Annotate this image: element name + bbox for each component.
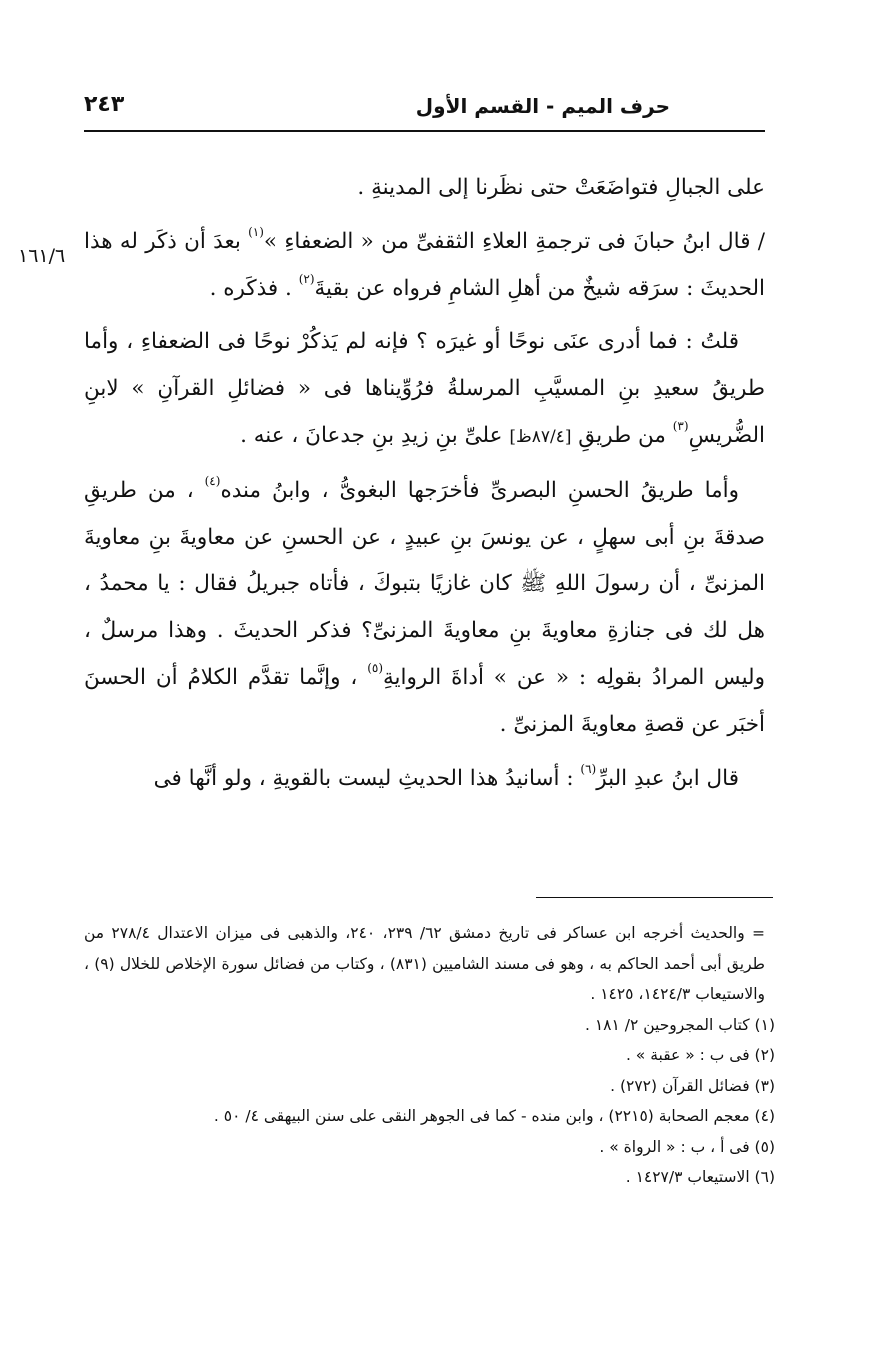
paragraph-3-text-c: علىِّ بنِ زيدِ بنِ جدعانَ ، عنه .: [240, 422, 510, 448]
paragraph-2: [84, 219, 765, 313]
footnote-marker-4: (٤): [204, 473, 221, 488]
footnote-6: (٦) الاستيعاب ١٤٢٧/٣ .: [625, 1168, 775, 1186]
paragraph-2-text-b: بعدَ أن ذكَر له هذا الحديثَ : سرَقه شيخٌ من أهلِ الشامِ فرواه عن بقيةَ: [84, 228, 765, 301]
footnote-2: (٢) فى ب : « عقبة » .: [625, 1046, 775, 1064]
running-header: [84, 92, 765, 124]
paragraph-1-text: على الجبالِ فتواضَعَتْ حتى نظَرنا إلى المدينةِ .: [357, 175, 765, 200]
page-number: ٢٤٣: [84, 92, 125, 117]
paragraph-4: [84, 468, 765, 749]
paragraph-4-text-c: ، وإنَّما تقدَّم الكلامُ أن الحسنَ أخبَر عن قصةِ معاويةَ المزنىِّ .: [84, 664, 765, 737]
paragraph-3: [84, 319, 765, 460]
footnote-marker-5: (٥): [367, 660, 384, 675]
footnote-3: (٣) فضائل القرآن (٢٧٢) .: [610, 1076, 775, 1095]
paragraph-2-text-c: . فذكَره .: [209, 275, 299, 301]
paragraph-5-text-b: : أسانيدُ هذا الحديثِ ليست بالقويةِ ، ولو أنَّها فى: [153, 765, 581, 791]
footnote-continuation: = والحديث أخرجه ابن عساكر فى تاريخ دمشق ٦٢/ ٢٣٩، ٢٤٠، والذهبى فى ميزان الاعتدال ٢٧٨/٤ من طريق أبى أحمد الحاكم به ، وهو فى مسند الشاميين (٨٣١) ، وكتاب من فضائل سورة الإخلاص للخلال (٩) ، والاستيعاب ١٤٢٤/٣، ١٤٢٥ .: [84, 924, 766, 1003]
footnote-separator: [536, 897, 773, 898]
paragraph-5-text-a: قال ابنُ عبدِ البرِّ: [596, 765, 739, 791]
paragraph-1: [84, 165, 765, 212]
footnote-4: (٤) معجم الصحابة (٢٢١٥) ، وابن منده - كما فى الجوهر النقى على سنن البيهقى ٤/ ٥٠ .: [213, 1107, 775, 1125]
main-text: [84, 165, 765, 802]
paragraph-4-text-b: ، من طريقِ صدقةَ بنِ أبى سهلٍ ، عن يونسَ بنِ عبيدٍ ، عن الحسنِ عن معاويةَ بنِ معاويةَ المزنىِّ ، أن رسولَ اللهِ ﷺ كان غازيًا بتبوكَ ، فأتاه جبريلُ فقال : يا محمدُ ، هل لك فى جنازةِ معاويةَ بنِ معاويةَ المزنىِّ؟ فذكر الحديثَ . وهذا مرسلٌ ، وليس المرادُ بقولِه : « عن » أداةَ الروايةِ: [84, 477, 765, 690]
footnote-marker-6: (٦): [580, 761, 597, 776]
footnote-marker-2: (٢): [298, 271, 315, 286]
footnote-5: (٥) فى أ ، ب : « الرواة » .: [599, 1137, 775, 1156]
paragraph-2-text-a: / قال ابنُ حبانَ فى ترجمةِ العلاءِ الثقفىِّ من « الضعفاءِ »: [263, 228, 766, 254]
paragraph-3-text-a: قلتُ : فما أدرى عنَى نوحًا أو غيرَه ؟ فإنه لم يَذكُرْ نوحًا فى الضعفاءِ ، وأما طريقُ سعيدِ بنِ المسيَّبِ المرسلةُ فرُوِّيناها فى « فضائلِ القرآنِ » لابنِ الضُّريسِ: [84, 329, 765, 448]
paragraph-4-text-a: وأما طريقُ الحسنِ البصرىِّ فأخرَجها البغوىُّ ، وابنُ منده: [220, 477, 739, 503]
paragraph-5: [84, 756, 765, 803]
manuscript-folio-ref: [٨٧/٤ظ]: [509, 426, 572, 447]
footnotes: [84, 918, 775, 1193]
footnote-marker-1: (١): [248, 224, 264, 239]
margin-reference: ١٦١/٦: [18, 245, 66, 267]
footnote-marker-3: (٣): [672, 418, 689, 433]
paragraph-3-text-b: من طريقِ: [571, 422, 673, 448]
header-rule: [84, 130, 765, 132]
footnote-1: (١) كتاب المجروحين ٢/ ١٨١ .: [584, 1015, 775, 1034]
chapter-title: حرف الميم - القسم الأول: [415, 94, 670, 118]
